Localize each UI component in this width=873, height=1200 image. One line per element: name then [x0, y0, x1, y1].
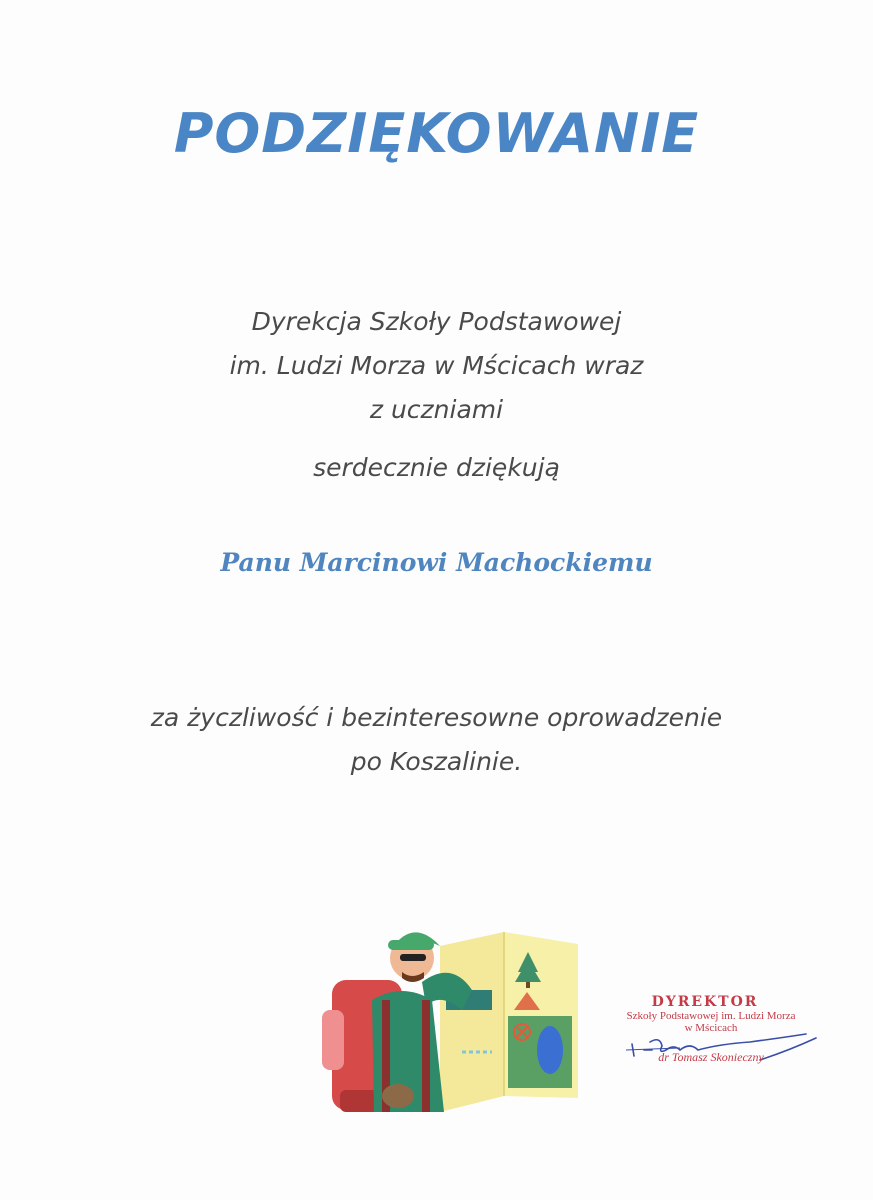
intro-text [0, 300, 873, 432]
stamp-director-name: dr Tomasz Skonieczny [658, 1050, 764, 1064]
stamp-school-line: Szkoły Podstawowej im. Ludzi Morza [626, 1010, 796, 1022]
hiker-with-map-icon [322, 920, 584, 1120]
thanks-line: serdecznie dziękują [313, 453, 560, 482]
handwritten-signature [620, 1020, 830, 1076]
intro-line: im. Ludzi Morza w Mścicach wraz [229, 351, 644, 380]
intro-line: Dyrekcja Szkoły Podstawowej [251, 307, 622, 336]
bag-icon [382, 1084, 414, 1108]
recipient-name: Panu Marcinowi Machockiemu [220, 548, 653, 577]
certificate-title: PODZIĘKOWANIE [173, 102, 700, 165]
lake-icon [537, 1026, 563, 1074]
stamp-town-line: w Mścicach [684, 1022, 738, 1034]
map-panel-left [440, 932, 504, 1112]
reason-text [0, 696, 873, 784]
reason-line: za życzliwość i bezinteresowne oprowadzenie [150, 703, 723, 732]
director-stamp [600, 990, 822, 1080]
intro-line: z uczniami [369, 395, 504, 424]
stamp-title: DYREKTOR [651, 994, 759, 1010]
reason-line: po Koszalinie. [350, 747, 523, 776]
